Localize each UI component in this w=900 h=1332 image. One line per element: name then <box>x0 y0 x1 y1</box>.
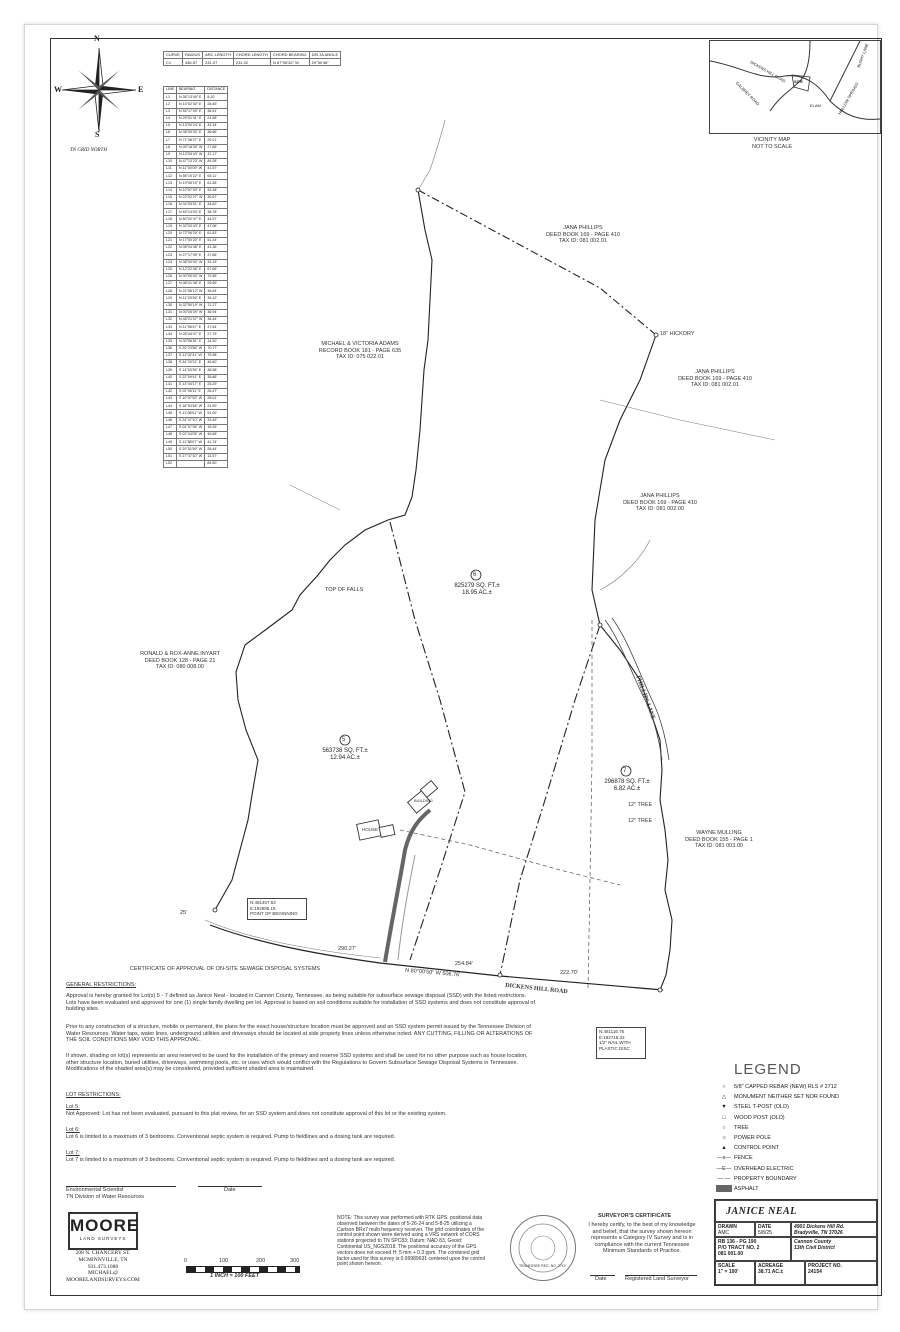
legend-symbol-icon: ▲ <box>721 1145 727 1152</box>
line-table-row: L41 S 13°44'17" E 25.29' <box>164 381 228 388</box>
legend-item <box>716 1164 876 1174</box>
legend-item <box>716 1102 876 1112</box>
lot7-number: 7 <box>623 768 627 774</box>
line-table-row: L8 N 05°18'39" W 27.66' <box>164 144 228 151</box>
lot7-area <box>600 779 654 793</box>
vicinity-site: SITE <box>794 79 803 84</box>
line-table-row: L10 N 47°13'23" W 49.28' <box>164 158 228 165</box>
note-p3: If shown, shading on lot(s) represents an area reserved to be used for the installation of the primary and reserve SSD systems and shall be used for no other purpose such as house location, other structure location, buried utilities, driveways, swimming pools, etc. or uses which would conflict with the Regulations to Govern Subsurface Sewage Disposal Systems in Tennessee. Modifications of the shaded area(s) may be considered, provided sufficient shaded area is maintained. <box>66 1053 528 1073</box>
house-label: HOUSE <box>362 827 379 832</box>
legend-symbol-icon: ▼ <box>721 1104 727 1111</box>
east-boundary <box>592 335 672 990</box>
lot7-sqft: 296878 SQ. FT.± <box>604 779 650 785</box>
lot5-sqft: 563738 SQ. FT.± <box>322 748 368 754</box>
legend-item <box>716 1092 876 1102</box>
legend-label: STEEL T-POST (OLD) <box>734 1104 789 1111</box>
top-of-falls-label: TOP OF FALLS <box>325 587 364 593</box>
surveyor-date: Date <box>595 1276 607 1282</box>
lot6-acres: 18.95 AC.± <box>462 590 492 596</box>
line-table-row: L6 N 38°05'30" E 36.66' <box>164 130 228 137</box>
scale-bar: 0 100 200 300 1 INCH = 100 FEET <box>184 1258 300 1279</box>
legend-symbol-icon: —E— <box>716 1165 732 1172</box>
legend-symbol-icon: ○ <box>722 1124 726 1131</box>
surveyor-seal <box>510 1215 576 1281</box>
lot5-restriction: Not Approved: Lot has not been evaluated, pursuant to this plat review, for an SSD system and does not constitute approval of this lot or the existing system. <box>66 1111 447 1117</box>
surveyor-reg: Registered Land Surveyor <box>625 1276 689 1282</box>
line-table-row: L21 N 17°00'20" E 51.34' <box>164 237 228 244</box>
lot6-number: 6 <box>473 572 477 578</box>
legend-label: POWER POLE <box>734 1135 771 1141</box>
vicinity-caption: VICINITY MAP NOT TO SCALE <box>752 137 793 150</box>
lot7-title: Lot 7: <box>66 1150 80 1156</box>
line-table-row: L32 N 48°21'37" W 36.44' <box>164 317 228 324</box>
line-table-row: L48 S 02°34'05" W 49.68' <box>164 432 228 439</box>
line-table-row: L35 N 30°56'51" E 14.30' <box>164 338 228 345</box>
lot6-sqft: 825279 SQ. FT.± <box>454 583 500 589</box>
legend-item <box>716 1082 876 1092</box>
north-n: N <box>94 34 100 43</box>
dim-25: 25' <box>180 910 188 916</box>
line-table-row: L19 N 32°00'43" E 47.06' <box>164 223 228 230</box>
legend-label: WOOD POST (OLD) <box>734 1114 785 1121</box>
lot5-number: 5 <box>342 737 346 743</box>
lot7-acres: 6.82 AC.± <box>613 786 641 792</box>
line-table-row: L15 N 22°02'27" W 30.67' <box>164 194 228 201</box>
vicinity-road-1: DICKENS HILL ROAD <box>749 59 787 84</box>
owner-adams: MICHAEL & VICTORIA ADAMS RECORD BOOK 181 - PAGE 635 TAX ID: 075 022.01 <box>318 341 402 360</box>
vicinity-road-4: BUSHY LANE <box>855 42 870 69</box>
title-address: 4901 Dickens Hill Rd. Bradyville, TN 37026 <box>791 1222 877 1237</box>
legend-label: TREE <box>734 1124 749 1131</box>
line-table-row: L3 N 54°17'09" E 36.51' <box>164 108 228 115</box>
line-table-row: L1 N 36°13'49" E 8.10' <box>164 94 228 101</box>
line-table-row: L7 N 71°08'37" E 29.21' <box>164 137 228 144</box>
dim-2: 254.84' <box>455 961 473 967</box>
surveyor-title: SURVEYOR'S CERTIFICATE <box>598 1213 672 1219</box>
legend-symbol-icon: —x— <box>717 1155 731 1162</box>
line-table-row: L17 N 63°14'04" E 38.78' <box>164 209 228 216</box>
lot5-boundary <box>215 190 432 910</box>
road-bearing: N 80°00'50" W 506.76' <box>404 967 461 979</box>
title-name: JANICE NEAL <box>715 1200 877 1222</box>
line-table-row: L14 N 10°57'00" E 33.38' <box>164 187 228 194</box>
line-table-row: L28 N 21°56'12" W 36.54' <box>164 288 228 295</box>
line-table-row: L37 S 11°02'31" W 75.98' <box>164 352 228 359</box>
legend-item <box>716 1133 876 1143</box>
surveyor-text: I hereby certify, to the best of my knowledge and belief, that the survey shown hereon represents a Category IV Survey and is in compliance with the current Tennessee Minimum Standards of Practice. <box>588 1222 696 1255</box>
line-table-row: L49 S 11°58'07" W 41.74' <box>164 439 228 446</box>
vicinity-road-2: GALBREY ROAD <box>734 80 761 107</box>
logo-text: MOORE <box>70 1216 140 1235</box>
line-table-row: L30 N 32°50'19" W 71.27' <box>164 302 228 309</box>
owner-jana-2: JANA PHILLIPS DEED BOOK 169 - PAGE 410 TAX ID: 081 002.01 <box>678 369 752 388</box>
pin-box <box>596 1027 646 1059</box>
lot5-acres: 12.94 AC.± <box>330 755 360 761</box>
pob-box <box>247 898 307 920</box>
north-s: S <box>95 130 100 139</box>
line-table-row: L23 N 27°17'39" E 37.86' <box>164 252 228 259</box>
legend-title: LEGEND <box>734 1061 802 1078</box>
legend-symbol-icon: — — <box>717 1175 731 1182</box>
curve-table-row: C1 446.57 231.07 231.02 N 67°06'32" W 29°50'48" <box>164 59 341 66</box>
title-map-cell: RB 136 - PG 190 P/O TRACT NO. 2 081 001.00 <box>715 1237 791 1261</box>
building-label: BUILDING <box>414 798 433 803</box>
lot6-title: Lot 6: <box>66 1127 80 1133</box>
title-county: Cannon County 13th Civil District <box>791 1237 877 1261</box>
north-w: W <box>54 85 62 94</box>
pob-text: N:481407.53 E:192995.18 POINT OF BEGINNING <box>250 900 298 916</box>
line-table-row: L31 N 00°05'39" W 36.94' <box>164 309 228 316</box>
line-table-row: L2 N 14°02'30" E 28.45' <box>164 101 228 108</box>
legend-symbol-icon: □ <box>722 1114 726 1121</box>
vicinity-road-3: HOLLOW SPRINGS <box>836 81 860 116</box>
title-date-cell: DATE 5/8/25 <box>755 1222 791 1237</box>
legend-label: MONUMENT NEITHER SET NOR FOUND <box>734 1094 839 1101</box>
line-table-row: L16 N 34°05'51" E 34.62' <box>164 202 228 209</box>
road-label: DICKENS HILL ROAD <box>504 982 568 996</box>
legend-item <box>716 1174 876 1184</box>
legend-symbol-icon: ☼ <box>721 1135 727 1141</box>
line-table-row: L52 84.50' <box>164 460 228 467</box>
title-block <box>714 1199 878 1286</box>
line-table-row: L25 N 12°22'48" E 67.66' <box>164 266 228 273</box>
scale-label: 1 INCH = 100 FEET <box>210 1273 260 1279</box>
line-table-row: L46 S 24°47'10" W 33.49' <box>164 417 228 424</box>
seal-icon <box>511 1216 575 1280</box>
line-table-row: L22 N 08°04'48" E 41.36' <box>164 245 228 252</box>
line-table-row: L45 S 11°08'01" W 51.00' <box>164 410 228 417</box>
line-table-row: L29 N 11°29'26" E 39.12' <box>164 295 228 302</box>
lot6-area <box>450 583 504 597</box>
line-table-row: L43 S 10°57'52" W 28.01' <box>164 396 228 403</box>
logo-sub: LAND SURVEYS <box>79 1236 127 1241</box>
note-p2: Prior to any construction of a structure, mobile or permanent, the plans for the exact house/structure location must be approved and an SSD system permit issued by the Tennessee Division of Water Resources. Water taps, water lines, underground utilities and driveways should be located at side property lines unless otherwise noted. ANY CUTTING, FILLING OR ALTERATIONS OF THE SOIL CONDITIONS MAY VOID THIS APPROVAL. <box>66 1024 533 1044</box>
seal-text: TENNESSEE REG. NO. 2712 <box>519 1264 566 1268</box>
legend-label: CONTROL POINT <box>734 1145 780 1152</box>
legend-symbol-icon: ○ <box>722 1084 726 1090</box>
owner-inyart: RONALD & ROX-ANNE INYART DEED BOOK 128 - PAGE 21 TAX ID: 080 008.00 <box>140 651 220 670</box>
line-table-row: L12 N 56°10'22" E 65.11' <box>164 173 228 180</box>
line-table-row: L42 S 02°06'11" E 26.47' <box>164 388 228 395</box>
general-title: GENERAL RESTRICTIONS: <box>66 982 137 988</box>
owner-jana-1: JANA PHILLIPS DEED BOOK 169 - PAGE 410 TAX ID: 081 002.01 <box>546 225 620 244</box>
line-table-row: L11 N 11°00'09" W 41.57' <box>164 166 228 173</box>
legend-item <box>716 1113 876 1123</box>
dim-3: 222.70' <box>560 970 578 976</box>
legend-item <box>716 1143 876 1153</box>
line-table-header: LINE BEARING DISTANCE <box>164 87 228 94</box>
company-address: 208 N. CHANCERY ST. MCMINNVILLE, TN 931.473.1088 MICHAEL@ MOORELANDSURVEYS.COM <box>66 1250 140 1284</box>
owner-mulling: WAYNE MULLING DEED BOOK 155 - PAGE 1 TAX ID: 081 003.00 <box>685 830 753 849</box>
line-table-row: L34 N 05°44'47" E 27.75' <box>164 331 228 338</box>
legend-item <box>716 1153 876 1163</box>
legend-item <box>716 1123 876 1133</box>
tree-label-2: 12" TREE <box>628 818 653 824</box>
title-acreage-cell: ACREAGE 38.71 AC.± <box>755 1261 805 1285</box>
sig-date: Date <box>224 1187 236 1193</box>
hickory-label: 18" HICKORY <box>660 331 695 337</box>
curve-table-header: CURVE RADIUS ARC LENGTH CHORD LENGTH CHORD BEARING DELTA ANGLE <box>164 52 341 59</box>
dim-1: 290.27' <box>338 946 356 952</box>
line-table-row: L18 N 60°02'47" E 44.57' <box>164 216 228 223</box>
cert-title: CERTIFICATE OF APPROVAL OF ON-SITE SEWAGE DISPOSAL SYSTEMS <box>130 966 321 972</box>
phillips-lane-label: PHILLIPS LANE <box>634 675 656 721</box>
sig-caption: Environmental Scientist TN Division of Water Resources <box>66 1187 145 1200</box>
survey-note: NOTE: This survey was performed with RTK GPS. positional data observed between the dates of 5-26-24 and 5-8-25 utilizing a Carlson BRx7 multi frequency receiver. The grid coordinates of the control point shown were derived using a VRS network of CORS stations projected to TN SPC83; Datum: NAD 83, Geoid: Continental US_NGS2018. The positional accuracy of the GPS vectors does not exceed H: 5 mm + 0.3 ppm. The combined grid factor used for this survey is 0.99989631 centered upon the control point shown hereon. <box>337 1215 486 1268</box>
lot6-restriction: Lot 6 is limited to a maximum of 3 bedrooms. Conventional septic system is required. Pump to fieldlines and a dosing tank are required. <box>66 1134 396 1140</box>
north-e: E <box>138 85 144 94</box>
legend-label: PROPERTY BOUNDARY <box>734 1175 797 1182</box>
line-table-row: L47 S 04°07'36" W 15.26' <box>164 424 228 431</box>
line-table-row: L4 N 29°51'41" E 24.58' <box>164 115 228 122</box>
lot-restrictions-title: LOT RESTRICTIONS: <box>66 1092 121 1098</box>
lot5-area <box>318 748 372 762</box>
line-table-row: L50 S 20°51'59" W 28.44' <box>164 446 228 453</box>
title-drawn-cell: DRAWN AMC <box>715 1222 755 1237</box>
line-table-row: L5 N 13°00'24" E 43.34' <box>164 122 228 129</box>
pin-text: N:481116.76 E:192716.33 1/2" NAIL WITH PLASTIC DISC <box>599 1029 631 1051</box>
line-table-row: L39 S 14°53'36" E 38.58' <box>164 367 228 374</box>
legend-item <box>716 1184 876 1194</box>
line-table-row: L40 S 22°09'41" E 35.88' <box>164 374 228 381</box>
vicinity-road-5: ELAM <box>810 103 821 108</box>
line-table-row: L26 N 00°00'00" W 72.56' <box>164 273 228 280</box>
legend-label: ASPHALT <box>734 1186 759 1192</box>
owner-jana-3: JANA PHILLIPS DEED BOOK 169 - PAGE 410 TAX ID: 081 002.00 <box>623 493 697 512</box>
lot5-title: Lot 5: <box>66 1104 80 1110</box>
grid-north-label: TN GRID NORTH <box>70 148 107 153</box>
line-table-row: L36 S 20°23'56" W 70.17' <box>164 345 228 352</box>
lot7-restriction: Lot 7 is limited to a maximum of 3 bedrooms. Conventional septic system is required. Pump to fieldlines and a dosing tank are required. <box>66 1157 396 1163</box>
line-table-row: L13 N 19°06'19" E 61.58' <box>164 180 228 187</box>
line-table-row: L33 N 11°58'47" E 37.64' <box>164 324 228 331</box>
line-table-row: L27 N 08°41'48" E 29.69' <box>164 281 228 288</box>
legend-label: OVERHEAD ELECTRIC <box>734 1165 794 1172</box>
line-table-row: L20 N 72°06'20" E 61.83' <box>164 230 228 237</box>
legend-label: FENCE <box>734 1155 753 1162</box>
line-table-row: L24 N 38°00'00" W 33.15' <box>164 259 228 266</box>
legend-label: 5/8" CAPPED REBAR (NEW) RLS # 2712 <box>734 1084 837 1090</box>
tree-label-1: 12" TREE <box>628 802 653 808</box>
line-table-row: L38 S 34°20'21" E 46.60' <box>164 360 228 367</box>
line-table-row: L9 N 13°05'43" W 47.17' <box>164 151 228 158</box>
title-scale-cell: SCALE 1" = 100' <box>715 1261 755 1285</box>
title-project-cell: PROJECT NO. 24154 <box>805 1261 877 1285</box>
line-table-row: L44 S 18°53'48" W 31.90' <box>164 403 228 410</box>
line-table-row: L51 S 27°37'10" W 13.57' <box>164 453 228 460</box>
note-p1: Approval is hereby granted for Lot(s) 5 - 7 defined as Janice Neal - located in Cannon County, Tennessee, as being suitable for subsurface sewage disposal (SSD) with the listed restrictions. Lots have been evaluated and approved for one (1) single family dwelling per lot. Approval is based on soil conditions suitable for installation of SSD systems and does not constitute approval of building sites. <box>66 993 536 1013</box>
company-logo <box>68 1212 138 1250</box>
legend-symbol-icon: △ <box>721 1094 727 1101</box>
legend-symbol-icon <box>716 1185 732 1192</box>
